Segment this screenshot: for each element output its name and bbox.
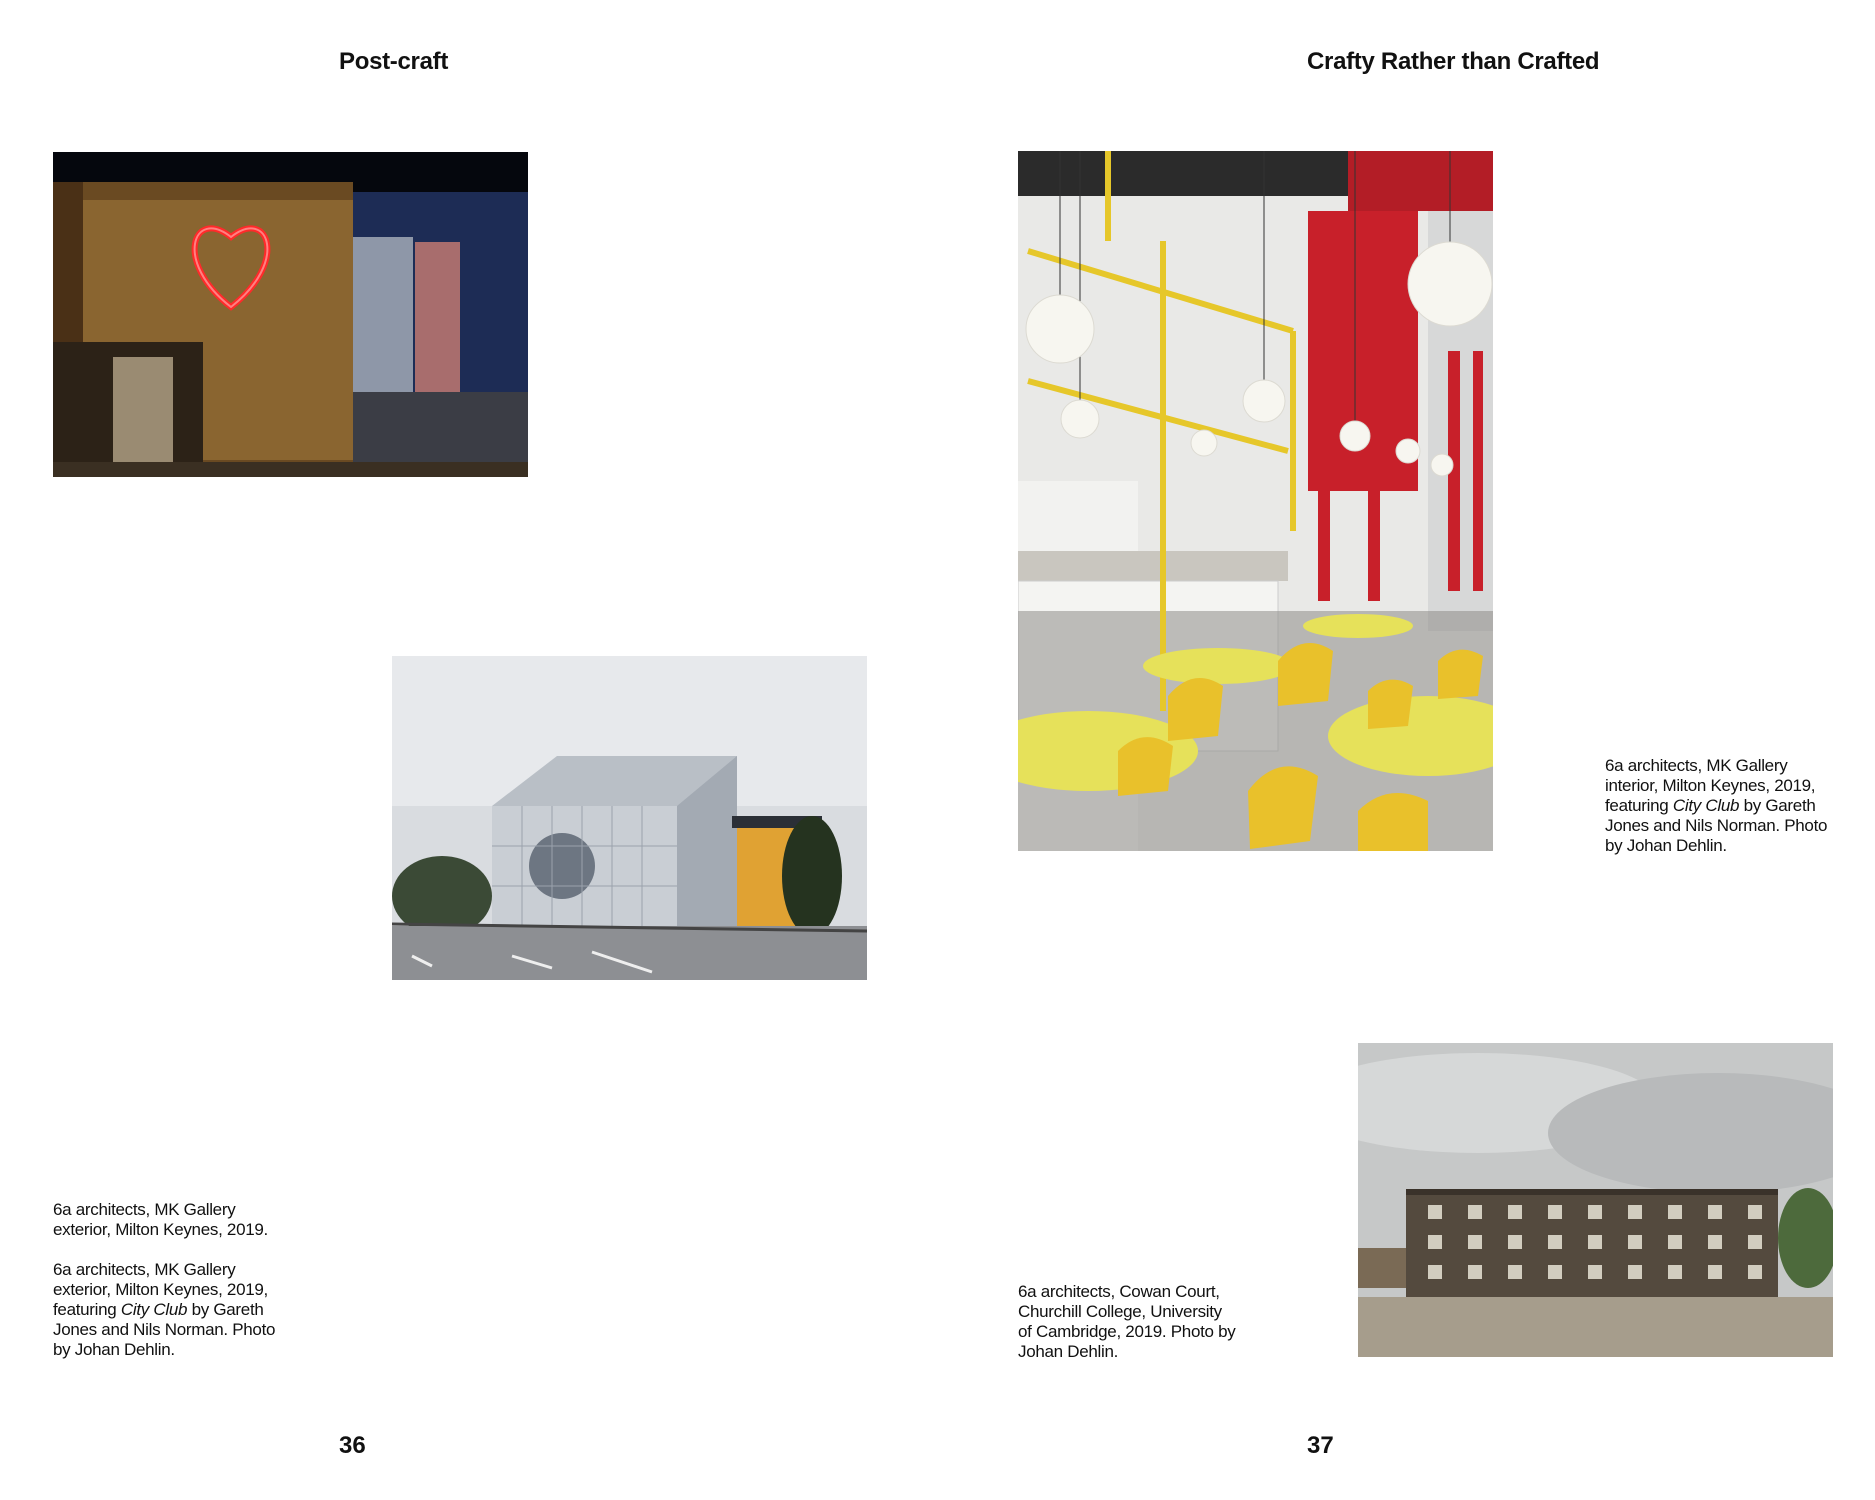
caption-line: exterior, Milton Keynes, 2019,: [53, 1280, 268, 1299]
caption-line: Jones and Nils Norman. Photo: [53, 1320, 276, 1339]
caption-line: 6a architects, MK Gallery: [53, 1260, 236, 1279]
photo-cowan-court: [1358, 1043, 1833, 1357]
caption-left: [53, 1200, 313, 1360]
caption-line: interior, Milton Keynes, 2019,: [1605, 776, 1816, 795]
caption-text: by Gareth: [187, 1300, 264, 1319]
caption-line: by Johan Dehlin.: [53, 1340, 175, 1359]
photo-mk-gallery-interior: [1018, 151, 1493, 851]
caption-line: exterior, Milton Keynes, 2019.: [53, 1220, 268, 1239]
caption-line: [1605, 796, 1845, 816]
artwork-title: City Club: [1672, 796, 1740, 815]
running-head-left: Post-craft: [339, 48, 449, 75]
caption-line: Jones and Nils Norman. Photo: [1605, 816, 1828, 835]
running-head-right: Crafty Rather than Crafted: [1307, 48, 1600, 75]
caption-text: featuring: [1605, 796, 1673, 815]
artwork-title: City Club: [120, 1300, 188, 1319]
caption-line: Johan Dehlin.: [1018, 1342, 1119, 1361]
caption-text: by Gareth: [1739, 796, 1816, 815]
caption-line: 6a architects, MK Gallery: [53, 1200, 236, 1219]
caption-line: 6a architects, MK Gallery: [1605, 756, 1788, 775]
caption-line: 6a architects, Cowan Court,: [1018, 1282, 1220, 1301]
caption-right-interior: [1605, 756, 1845, 856]
caption-text: featuring: [53, 1300, 121, 1319]
caption-line: of Cambridge, 2019. Photo by: [1018, 1322, 1236, 1341]
caption-line: by Johan Dehlin.: [1605, 836, 1727, 855]
caption-line: Churchill College, University: [1018, 1302, 1222, 1321]
page-number-left: 36: [339, 1432, 366, 1459]
caption-line: [53, 1300, 313, 1320]
photo-mk-gallery-night-exterior: [53, 152, 528, 477]
caption-right-cowan-court: [1018, 1282, 1258, 1362]
photo-mk-gallery-mirror-exterior: [392, 656, 867, 980]
page-number-right: 37: [1307, 1432, 1334, 1459]
